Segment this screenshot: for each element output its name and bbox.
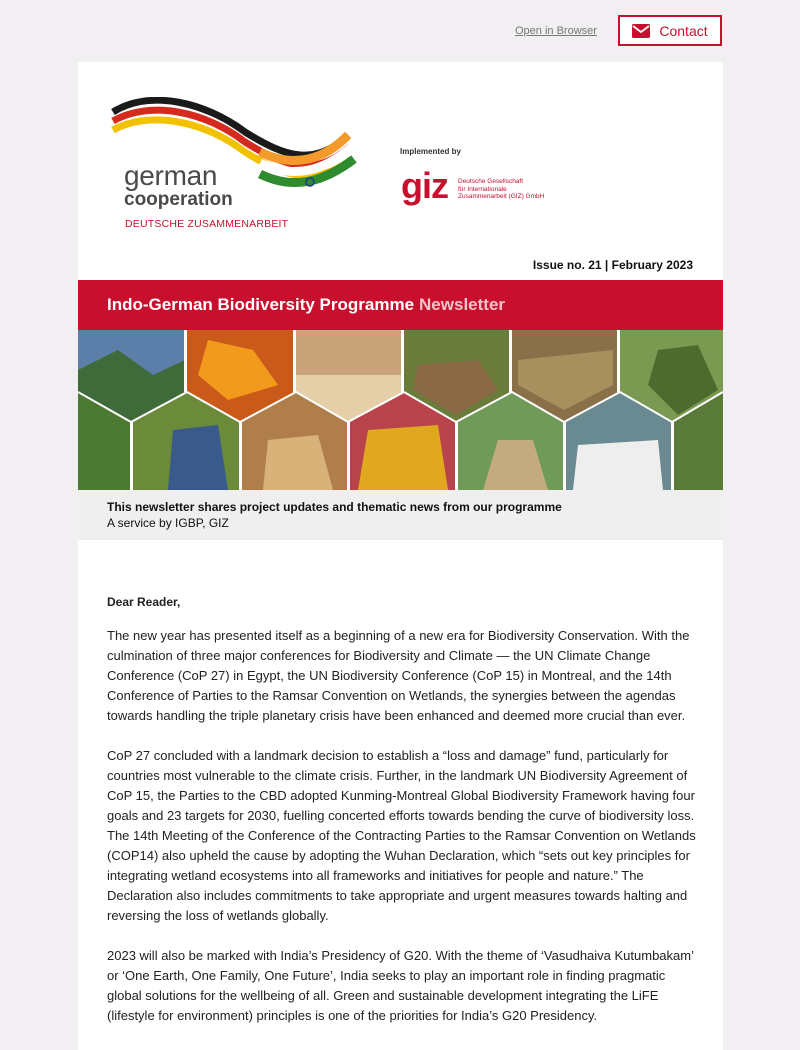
salutation: Dear Reader,: [107, 595, 181, 609]
intro-service-text: A service by IGBP, GIZ: [107, 516, 229, 530]
top-bar: [0, 0, 800, 62]
giz-name-line-1: Deutsche Gesellschaft: [458, 178, 524, 185]
deutsche-zusammenarbeit-text: DEUTSCHE ZUSAMMENARBEIT: [125, 218, 289, 230]
envelope-icon: [632, 24, 650, 38]
logo-area: [78, 62, 723, 257]
paragraph-3: 2023 will also be marked with India’s Presidency of G20. With the theme of ‘Vasudhaiva Kutumbakam’ or ‘One Earth, One Family, One Future’, India seeks to play an important role in finding pragmatic global solutions for the wellbeing of all. Green and sustainable development integrating the LiFE (lifestyle for environment) principles is one of the priorities for India’s G20 Presidency.: [107, 948, 694, 1023]
banner-title: Indo-German Biodiversity Programme: [107, 295, 415, 314]
intro-text: This newsletter shares project updates and thematic news from our programme: [107, 500, 562, 514]
cooperation-logo-text: cooperation: [124, 189, 233, 210]
intro-box: [78, 490, 723, 540]
giz-full-name: [458, 178, 544, 201]
paragraph-2: CoP 27 concluded with a landmark decision to establish a “loss and damage” fund, particularly for countries most vulnerable to the climate crisis. Further, in the landmark UN Biodiversity Agreement of CoP 15, the Parties to the CBD adopted Kunming-Montreal Global Biodiversity Framework having four goals and 23 targets for 2030, fuelling concerted efforts towards bending the curve of biodiversity loss. The 14th Meeting of the Conference of the Contracting Parties to the Ramsar Convention on Wetlands (COP14) also upheld the cause by adopting the Wuhan Declaration, which “sets out key principles for integrating wetland ecosystems into all frameworks and initiatives for people and nature.” The Declaration also includes commitments to take appropriate and urgent measures towards halting and reversing the loss of wetlands globally.: [107, 748, 696, 923]
giz-name-line-3: Zusammenarbeit (GIZ) GmbH: [458, 193, 545, 200]
contact-button[interactable]: [618, 15, 722, 46]
open-in-browser-link[interactable]: Open in Browser: [515, 25, 597, 37]
implemented-by-label: Implemented by: [400, 147, 461, 156]
issue-label: Issue no. 21 | February 2023: [532, 258, 693, 272]
german-logo-text: german: [124, 160, 218, 191]
giz-logo: giz: [401, 165, 448, 206]
photo-mosaic: [78, 330, 723, 490]
letter-body: [107, 592, 697, 1046]
newsletter-banner: [78, 280, 723, 330]
giz-name-line-2: für Internationale: [458, 185, 507, 193]
paragraph-1: The new year has presented itself as a beginning of a new era for Biodiversity Conservation. With the culmination of three major conferences for Biodiversity and Climate — the UN Climate Change Conference (CoP 27) in Egypt, the UN Biodiversity Conference (CoP 15) in Montreal, and the 14th Conference of Parties to the Ramsar Convention on Wetlands, the synergies between the agendas towards handling the triple planetary crisis have been enhanced and deemed more crucial than ever.: [107, 628, 690, 723]
contact-label: Contact: [659, 22, 708, 39]
banner-accent: Newsletter: [419, 295, 506, 314]
